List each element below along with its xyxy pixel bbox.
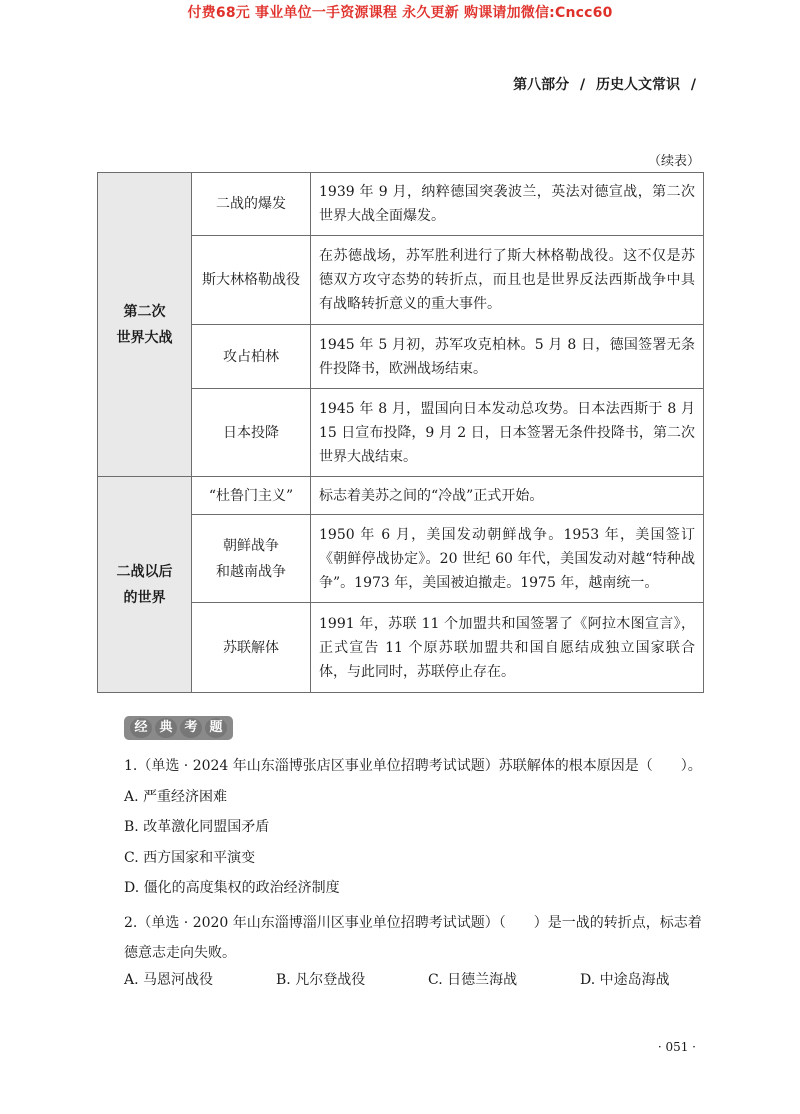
badge-char: 考: [180, 718, 202, 738]
classic-questions-badge: [124, 716, 233, 740]
category-line: 的世界: [123, 589, 166, 606]
category-line: 世界大战: [116, 329, 173, 346]
question-option: A. 严重经济困难: [124, 789, 228, 805]
question-option: B. 改革激化同盟国矛盾: [124, 819, 270, 835]
event-name: 苏联解体: [223, 639, 279, 656]
event-name: 攻占柏林: [223, 348, 279, 365]
badge-char: 典: [155, 718, 177, 738]
event-name: 朝鲜战争: [223, 537, 279, 554]
category-line: 二战以后: [116, 563, 173, 580]
category-cell: [98, 477, 192, 693]
description-cell: 1939 年 9 月，纳粹德国突袭波兰，英法对德宣战，第二次世界大战全面爆发。: [311, 173, 704, 236]
event-cell: [192, 325, 311, 389]
event-cell: [192, 477, 311, 515]
question-option: C. 西方国家和平演变: [124, 850, 256, 866]
question-option: A. 马恩河战役: [124, 972, 214, 988]
question-option: D. 中途岛海战: [580, 972, 670, 988]
event-cell: [192, 173, 311, 236]
section-label: 历史人文常识: [596, 77, 680, 93]
page-number: · 051 ·: [657, 1040, 696, 1054]
category-line: 第二次: [123, 303, 166, 320]
question-option: B. 凡尔登战役: [276, 972, 366, 988]
event-name: 和越南战争: [216, 563, 286, 580]
header-separator-end: /: [690, 77, 696, 93]
description-cell: 1950 年 6 月，美国发动朝鲜战争。1953 年，美国签订《朝鲜停战协定》。20 世纪 60 年代，美国发动对越“特种战争”。1973 年，美国被迫撤走。1975 年，越南统一。: [311, 515, 704, 603]
description-cell: 标志着美苏之间的“冷战”正式开始。: [311, 477, 704, 515]
description-cell: 1945 年 5 月初，苏军攻克柏林。5 月 8 日，德国签署无条件投降书，欧洲战场结束。: [311, 325, 704, 389]
question-option: D. 僵化的高度集权的政治经济制度: [124, 880, 340, 896]
badge-char: 题: [205, 718, 227, 738]
event-cell: [192, 236, 311, 325]
history-table: [97, 172, 704, 693]
question-stem: 2.（单选 · 2020 年山东淄博淄川区事业单位招聘考试试题）（ ）是一战的转折点，标志着德意志走向失败。: [124, 915, 702, 961]
description-cell: 在苏德战场，苏军胜利进行了斯大林格勒战役。这不仅是苏德双方攻守态势的转折点，而且也是世界反法西斯战争中具有战略转折意义的重大事件。: [311, 236, 704, 325]
question-stem: 1.（单选 · 2024 年山东淄博张店区事业单位招聘考试试题）苏联解体的根本原因是（ ）。: [124, 758, 702, 774]
header-separator: /: [580, 77, 586, 93]
table-row: [98, 173, 704, 236]
option-row: [124, 969, 732, 991]
continued-label: （续表）: [647, 154, 700, 169]
table-row: [98, 477, 704, 515]
description-cell: 1945 年 8 月，盟国向日本发动总攻势。日本法西斯于 8 月 15 日宣布投降，9 月 2 日，日本签署无条件投降书，第二次世界大战结束。: [311, 389, 704, 477]
event-name: 二战的爆发: [216, 196, 286, 212]
description-cell: 1991 年，苏联 11 个加盟共和国签署了《阿拉木图宣言》，正式宣告 11 个原苏联加盟共和国自愿结成独立国家联合体，与此同时，苏联停止存在。: [311, 603, 704, 693]
event-name: 日本投降: [223, 424, 279, 441]
question-option: C. 日德兰海战: [428, 972, 518, 988]
badge-char: 经: [130, 718, 152, 738]
event-cell: [192, 515, 311, 603]
event-name: 斯大林格勒战役: [202, 272, 300, 288]
event-cell: [192, 603, 311, 693]
promo-banner: 付费68元 事业单位一手资源课程 永久更新 购课请加微信:Cncc60: [187, 5, 613, 21]
event-cell: [192, 389, 311, 477]
event-name: “杜鲁门主义”: [208, 487, 294, 504]
running-header: [513, 74, 702, 94]
part-label: 第八部分: [513, 77, 570, 93]
category-cell: [98, 173, 192, 477]
